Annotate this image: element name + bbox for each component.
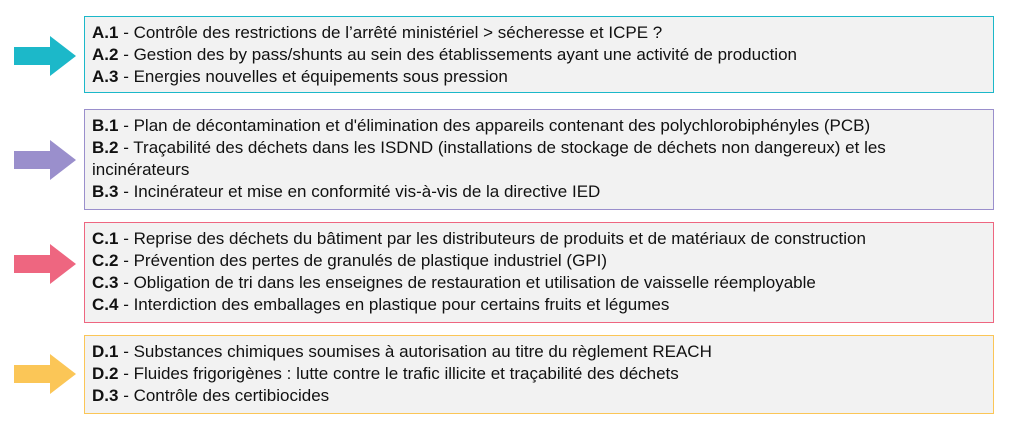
item-text: Plan de décontamination et d'élimination des appareils contenant des polychlorobiphényles (PCB) bbox=[133, 116, 871, 135]
arrow-shape bbox=[14, 244, 76, 284]
item-separator: - bbox=[118, 23, 134, 42]
right-arrow-icon bbox=[14, 244, 76, 284]
item-text: Substances chimiques soumises à autorisation au titre du règlement REACH bbox=[133, 342, 712, 361]
right-arrow-icon bbox=[14, 36, 76, 76]
box-d bbox=[84, 335, 994, 414]
item-separator: - bbox=[118, 342, 134, 361]
item-text: Prévention des pertes de granulés de plastique industriel (GPI) bbox=[133, 251, 608, 270]
item-separator: - bbox=[118, 229, 134, 248]
item-code: D.1 bbox=[92, 342, 119, 361]
item-text: Obligation de tri dans les enseignes de restauration et utilisation de vaisselle réemployable bbox=[133, 273, 816, 292]
item-text: Incinérateur et mise en conformité vis-à-vis de la directive IED bbox=[133, 182, 601, 201]
item-text: Energies nouvelles et équipements sous pression bbox=[133, 67, 508, 86]
item-text: Fluides frigorigènes : lutte contre le trafic illicite et traçabilité des déchets bbox=[133, 364, 679, 383]
item-text: Interdiction des emballages en plastique pour certains fruits et légumes bbox=[133, 295, 670, 314]
item-code: B.3 bbox=[92, 182, 119, 201]
list-item bbox=[92, 115, 993, 137]
item-code: A.2 bbox=[92, 45, 119, 64]
arrow-shape bbox=[14, 140, 76, 180]
item-separator: - bbox=[118, 67, 134, 86]
item-separator: - bbox=[118, 251, 134, 270]
item-text: Reprise des déchets du bâtiment par les distributeurs de produits et de matériaux de construction bbox=[133, 229, 866, 248]
item-text: Gestion des by pass/shunts au sein des établissements ayant une activité de production bbox=[133, 45, 797, 64]
item-separator: - bbox=[118, 273, 134, 292]
item-separator: - bbox=[118, 138, 134, 157]
item-separator: - bbox=[118, 182, 134, 201]
arrow-shape bbox=[14, 36, 76, 76]
item-text: Contrôle des restrictions de l’arrêté ministériel > sécheresse et ICPE ? bbox=[133, 23, 663, 42]
item-code: C.4 bbox=[92, 295, 119, 314]
item-code: A.3 bbox=[92, 67, 119, 86]
item-code: C.1 bbox=[92, 229, 119, 248]
item-text: Contrôle des certibiocides bbox=[133, 386, 330, 405]
list-item bbox=[92, 341, 993, 363]
list-item bbox=[92, 228, 993, 250]
list-item bbox=[92, 250, 993, 272]
item-separator: - bbox=[118, 295, 134, 314]
item-separator: - bbox=[118, 45, 134, 64]
item-separator: - bbox=[118, 386, 134, 405]
arrow-shape bbox=[14, 354, 76, 394]
item-code: D.2 bbox=[92, 364, 119, 383]
list-item bbox=[92, 44, 993, 66]
list-item bbox=[92, 385, 993, 407]
box-c bbox=[84, 222, 994, 323]
right-arrow-icon bbox=[14, 140, 76, 180]
item-code: A.1 bbox=[92, 23, 119, 42]
item-code: C.3 bbox=[92, 273, 119, 292]
list-item bbox=[92, 181, 993, 203]
item-separator: - bbox=[118, 116, 134, 135]
item-text: Traçabilité des déchets dans les ISDND (installations de stockage de déchets non dangereux) et les incinérateurs bbox=[92, 138, 886, 179]
box-a bbox=[84, 16, 994, 93]
item-code: C.2 bbox=[92, 251, 119, 270]
right-arrow-icon bbox=[14, 354, 76, 394]
item-code: D.3 bbox=[92, 386, 119, 405]
list-item bbox=[92, 272, 993, 294]
list-item bbox=[92, 137, 993, 181]
item-separator: - bbox=[118, 364, 134, 383]
list-item bbox=[92, 294, 993, 316]
item-code: B.1 bbox=[92, 116, 119, 135]
item-code: B.2 bbox=[92, 138, 119, 157]
list-item bbox=[92, 66, 993, 88]
list-item bbox=[92, 22, 993, 44]
list-item bbox=[92, 363, 993, 385]
box-b bbox=[84, 109, 994, 210]
